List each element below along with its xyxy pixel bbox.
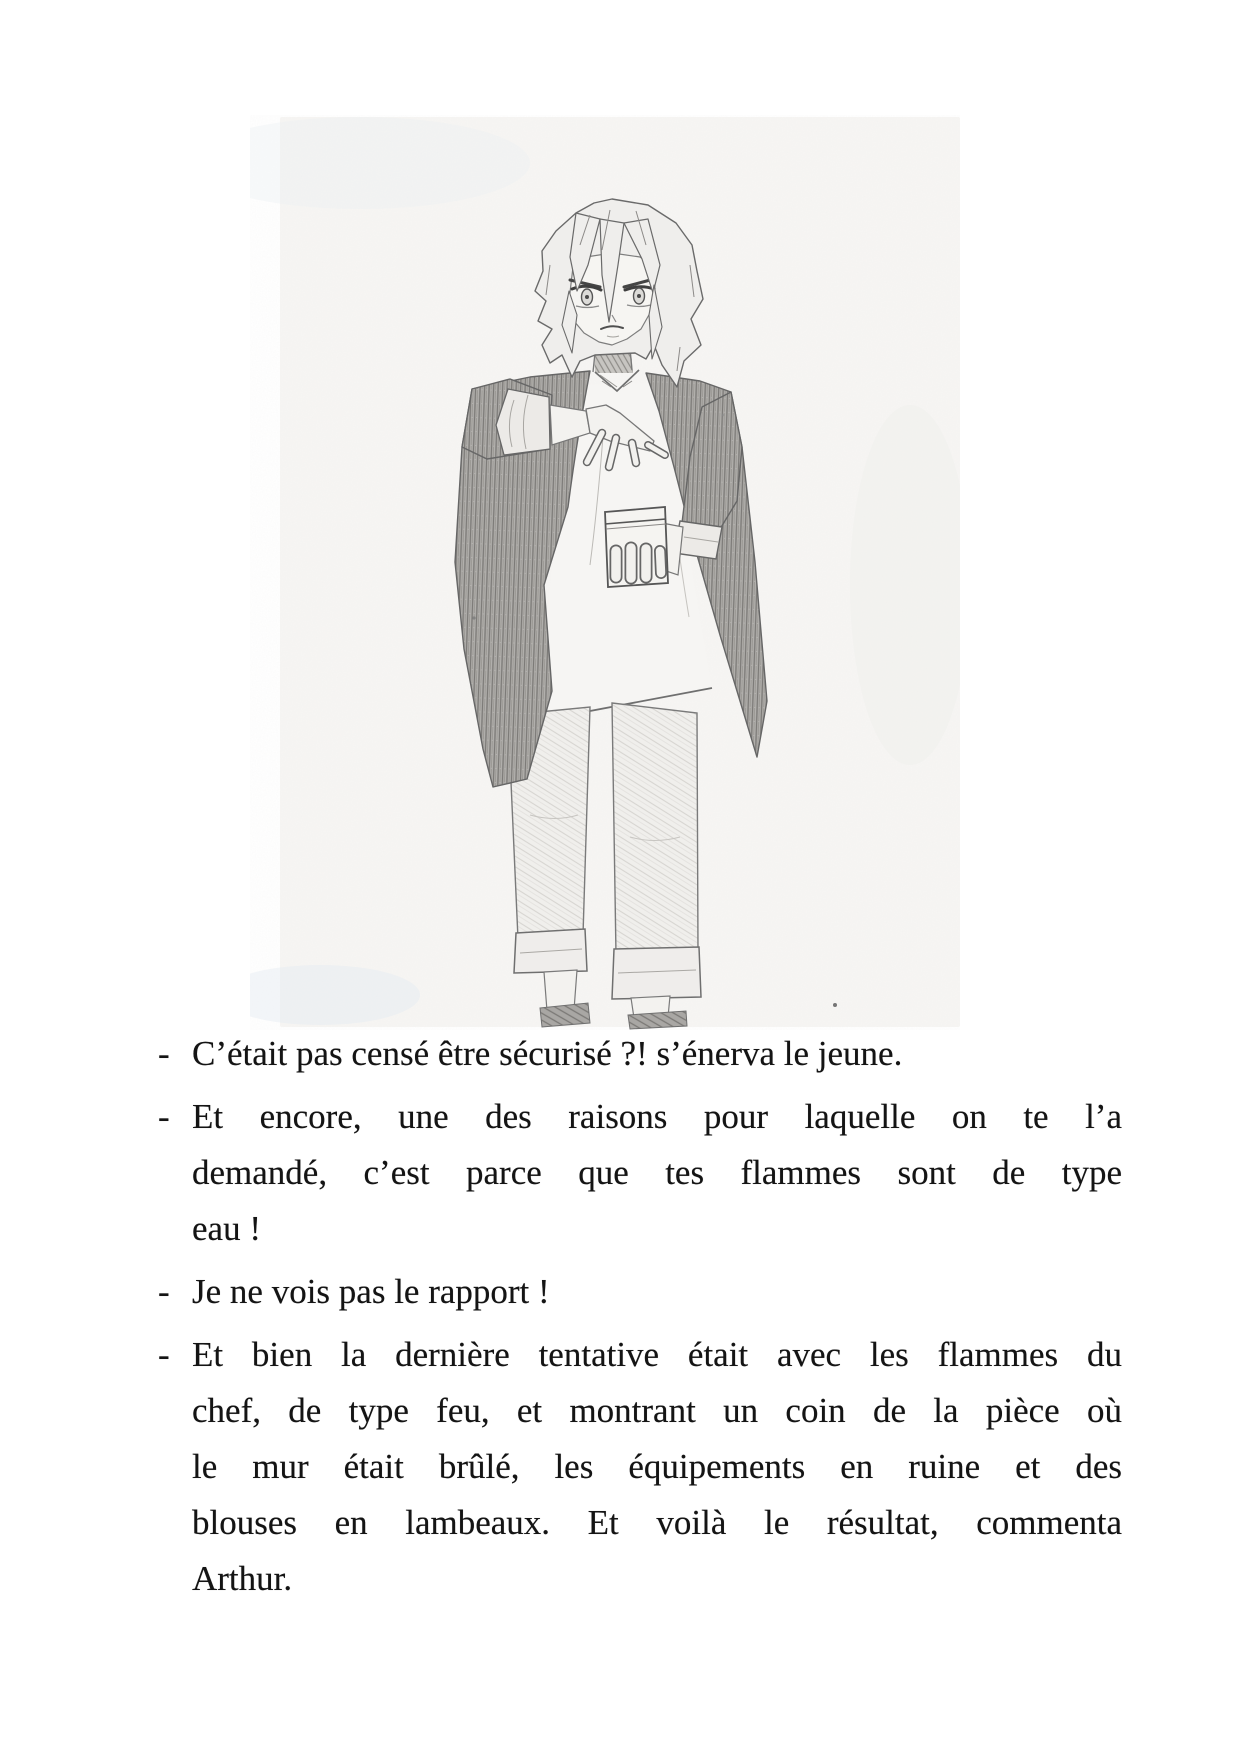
dialogue-dash: -	[158, 1272, 170, 1311]
dialogue-dash: -	[158, 1335, 170, 1374]
dialogue-line: Arthur.	[192, 1559, 293, 1598]
dialogue-line: blouses en lambeaux. Et voilà le résultat, commenta	[192, 1503, 1122, 1542]
character-sketch	[250, 115, 960, 1030]
dialogue-line: Je ne vois pas le rapport !	[192, 1272, 550, 1311]
dialogue-item-3	[158, 1264, 1122, 1320]
dialogue-dash: -	[158, 1097, 170, 1136]
dialogue-line: Et encore, une des raisons pour laquelle on te l’a	[192, 1097, 1122, 1136]
dialogue-dash: -	[158, 1034, 170, 1073]
dialogue-line: Et bien la dernière tentative était avec les flammes du	[192, 1335, 1122, 1374]
dialogue-line: C’était pas censé être sécurisé ?! s’énerva le jeune.	[192, 1034, 903, 1073]
dialogue-item-1	[158, 1026, 1122, 1082]
dialogue-line: le mur était brûlé, les équipements en ruine et des	[192, 1447, 1122, 1486]
dialogue-line: demandé, c’est parce que tes flammes sont de type	[192, 1153, 1122, 1192]
dialogue-block	[158, 1026, 1122, 1614]
dialogue-line: chef, de type feu, et montrant un coin de la pièce où	[192, 1391, 1122, 1430]
character-sketch-svg	[250, 115, 960, 1030]
dialogue-item-2	[158, 1089, 1122, 1257]
dialogue-line: eau !	[192, 1209, 261, 1248]
dialogue-item-4	[158, 1327, 1122, 1607]
